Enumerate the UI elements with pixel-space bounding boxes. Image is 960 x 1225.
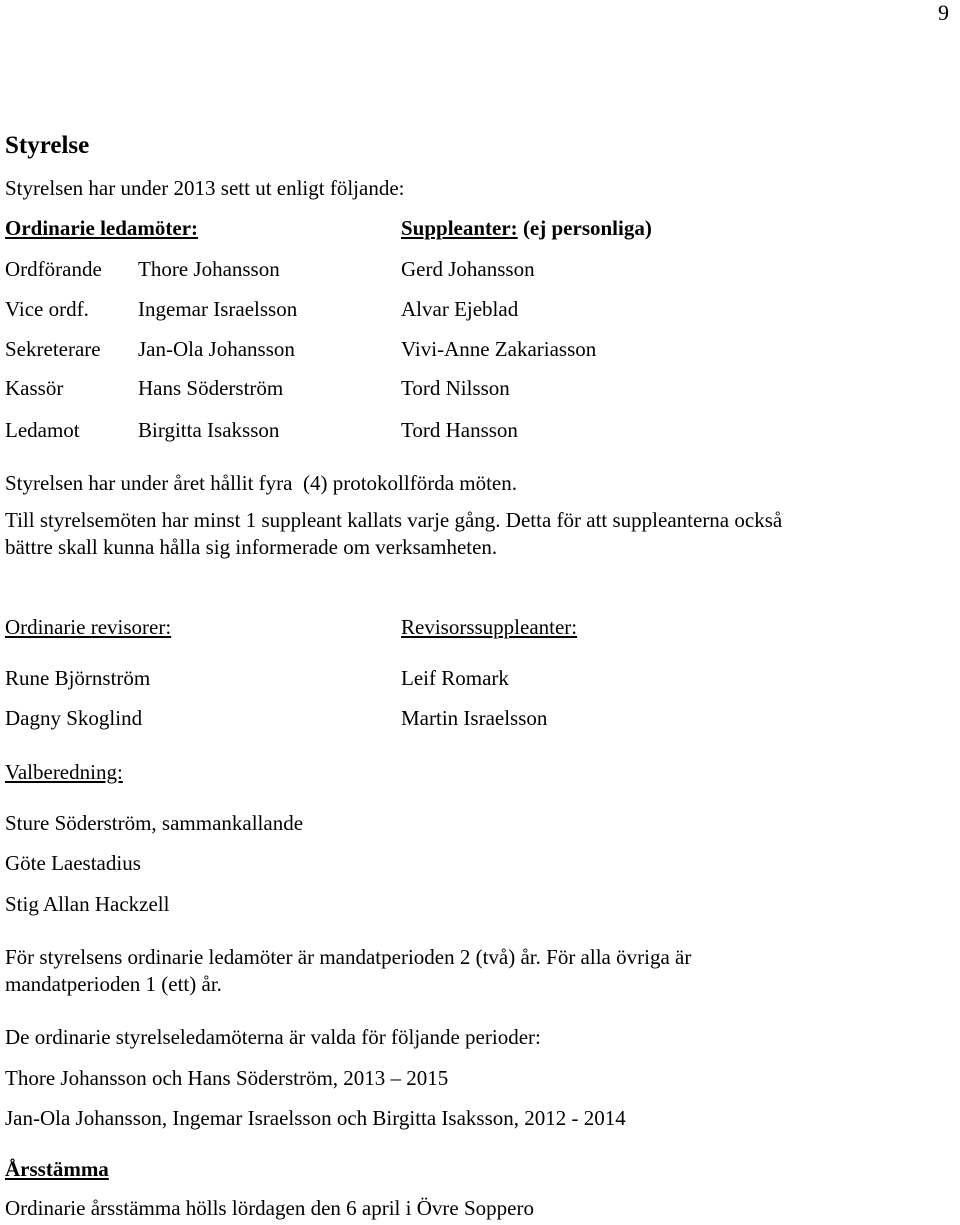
member-name: Thore Johansson (138, 257, 280, 281)
member-name: Ingemar Israelsson (138, 297, 298, 321)
valberedning-member: Stig Allan Hackzell (5, 892, 170, 916)
revisor-name: Dagny Skoglind (5, 706, 143, 730)
styrelse-intro: Styrelsen har under 2013 sett ut enligt följande: (5, 176, 405, 200)
meetings-text: Styrelsen har under året hållit fyra (4) protokollförda möten. (5, 471, 517, 495)
member-name: Hans Söderström (138, 376, 284, 400)
valberedning-member: Göte Laestadius (5, 851, 141, 875)
revisorssuppleanter-header: Revisorssuppleanter: (401, 615, 578, 639)
member-suppleant: Vivi-Anne Zakariasson (401, 337, 597, 361)
section-heading-styrelse: Styrelse (5, 132, 90, 159)
revisorssuppleant-name: Leif Romark (401, 666, 509, 690)
member-name: Jan-Ola Johansson (138, 337, 295, 361)
revisorssuppleant-name: Martin Israelsson (401, 706, 548, 730)
member-role: Ordförande (5, 257, 102, 281)
arsstamma-text: Ordinarie årsstämma hölls lördagen den 6 april i Övre Soppero (5, 1196, 534, 1220)
page-number: 9 (938, 0, 949, 25)
member-suppleant: Alvar Ejeblad (401, 297, 519, 321)
perioder-line: Jan-Ola Johansson, Ingemar Israelsson och Birgitta Isaksson, 2012 - 2014 (5, 1106, 626, 1130)
mandat-text-line1: För styrelsens ordinarie ledamöter är mandatperioden 2 (två) år. För alla övriga är (5, 945, 692, 969)
suppleanter-header-note: (ej personliga) (517, 216, 652, 240)
member-role: Vice ordf. (5, 297, 89, 321)
revisor-name: Rune Björnström (5, 666, 151, 690)
ordinarie-revisorer-header: Ordinarie revisorer: (5, 615, 172, 639)
suppleant-text-line2: bättre skall kunna hålla sig informerade om verksamheten. (5, 535, 498, 559)
member-suppleant: Tord Hansson (401, 418, 518, 442)
ordinarie-ledamoter-header: Ordinarie ledamöter: (5, 216, 199, 240)
valberedning-member: Sture Söderström, sammankallande (5, 811, 304, 835)
member-suppleant: Gerd Johansson (401, 257, 535, 281)
perioder-intro: De ordinarie styrelseledamöterna är valda för följande perioder: (5, 1025, 541, 1049)
suppleant-text-line1: Till styrelsemöten har minst 1 suppleant kallats varje gång. Detta för att suppleanterna också (5, 508, 783, 532)
mandat-text-line2: mandatperioden 1 (ett) år. (5, 972, 222, 996)
perioder-line: Thore Johansson och Hans Söderström, 2013 – 2015 (5, 1066, 449, 1090)
member-role: Ledamot (5, 418, 80, 442)
member-name: Birgitta Isaksson (138, 418, 280, 442)
suppleanter-header (401, 218, 652, 239)
arsstamma-header: Årsstämma (5, 1157, 109, 1181)
suppleanter-header-label: Suppleanter: (401, 216, 518, 240)
member-role: Sekreterare (5, 337, 101, 361)
valberedning-header: Valberedning: (5, 760, 123, 784)
member-role: Kassör (5, 376, 64, 400)
member-suppleant: Tord Nilsson (401, 376, 510, 400)
